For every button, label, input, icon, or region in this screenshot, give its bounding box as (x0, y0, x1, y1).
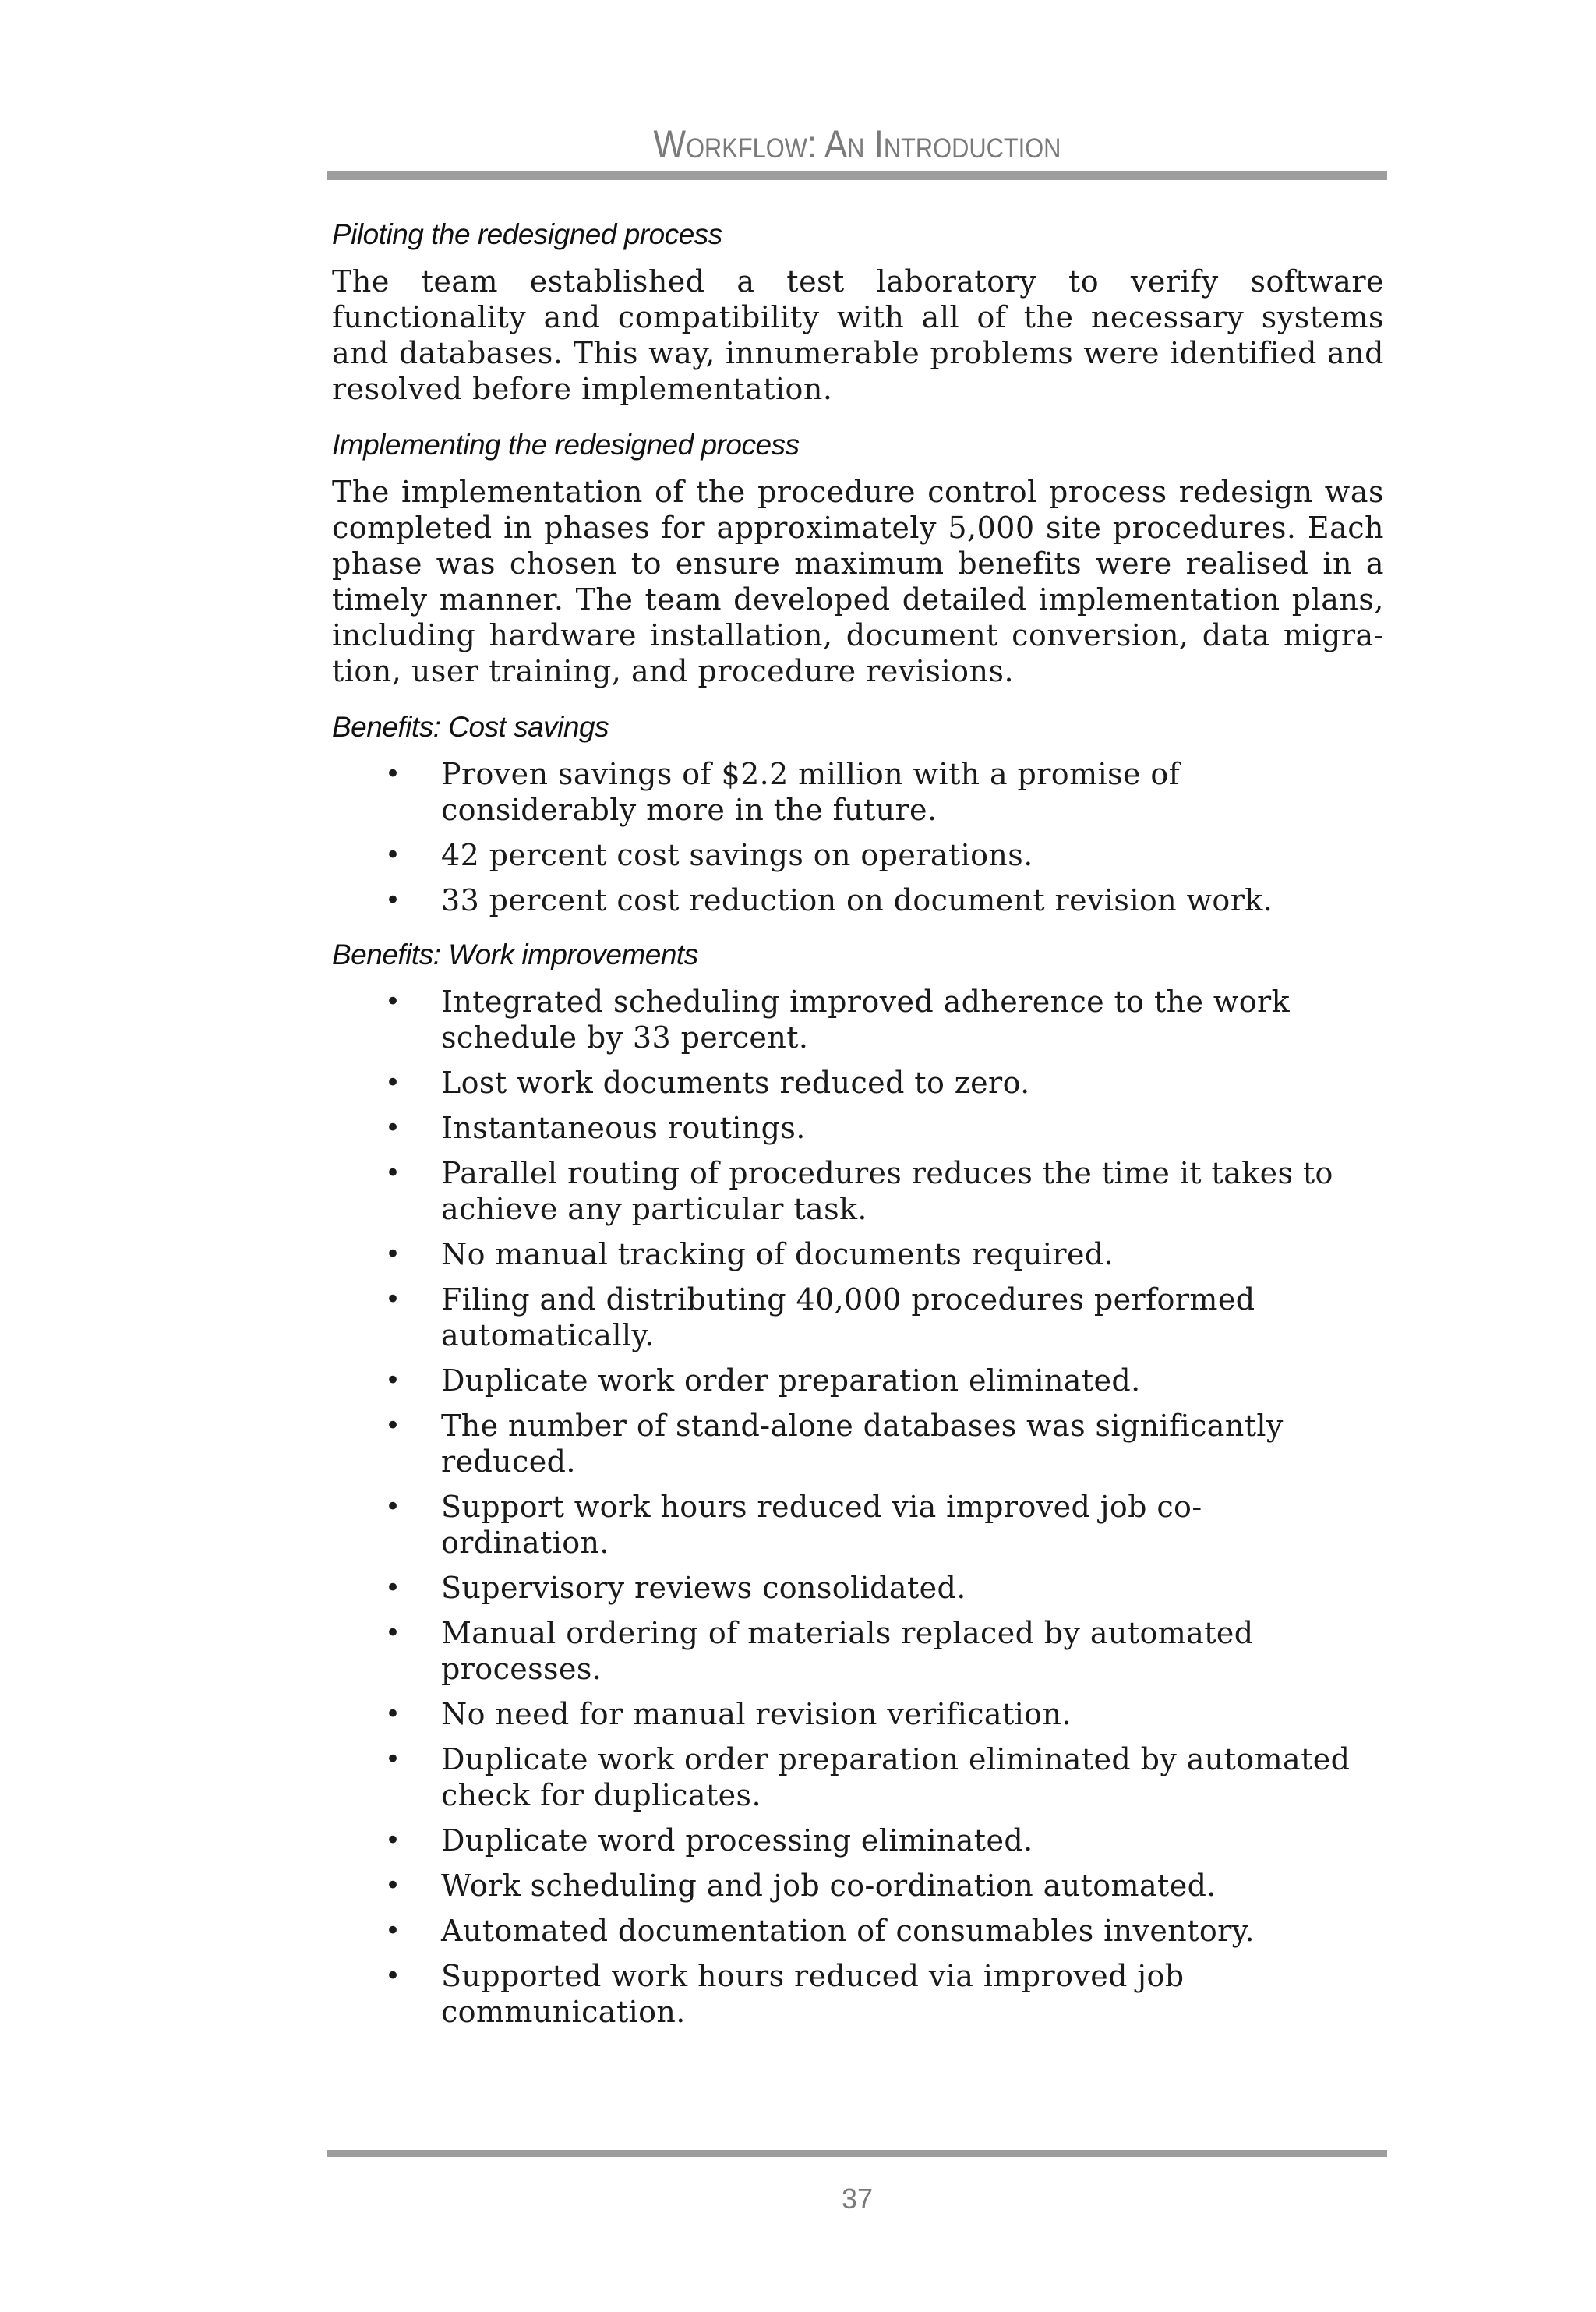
bullet-icon: • (385, 986, 401, 1017)
list-item-text: No manual tracking of documents required. (441, 1237, 1114, 1271)
list-item-text: Integrated scheduling improved adherence to the work schedule by 33 percent. (441, 985, 1291, 1055)
footer-rule (327, 2150, 1387, 2157)
list-item (332, 1408, 1353, 1479)
list-item (332, 1868, 1353, 1904)
list-item-text: Filing and distributing 40,000 procedures performed automatically. (441, 1282, 1255, 1352)
list-item (332, 1570, 1353, 1606)
bullet-icon: • (385, 885, 401, 916)
list-item-text: Lost work documents reduced to zero. (441, 1066, 1030, 1100)
list-item (332, 1822, 1353, 1858)
list-item (332, 1958, 1353, 2030)
running-header: Workflow: An Introduction (653, 122, 1061, 166)
list-item (332, 1281, 1353, 1353)
bullet-icon: • (385, 1410, 401, 1441)
list-item (332, 1155, 1353, 1227)
bullet-icon: • (385, 1617, 401, 1649)
bullet-icon: • (385, 1825, 401, 1856)
list-item (332, 1489, 1353, 1561)
list-item (332, 984, 1353, 1055)
section-heading-piloting: Piloting the redesigned process (332, 218, 722, 250)
bullet-icon: • (385, 1158, 401, 1189)
list-item-text: Supported work hours reduced via improved job communication. (441, 1959, 1185, 2029)
list-item-text: Supervisory reviews consolidated. (441, 1571, 966, 1605)
work-improvements-list (332, 984, 1384, 2030)
list-item-text: Work scheduling and job co-ordination automated. (441, 1868, 1216, 1903)
list-item (332, 1110, 1353, 1146)
bullet-icon: • (385, 1870, 401, 1901)
list-item-text: Automated documentation of consumables inventory. (441, 1914, 1255, 1948)
bullet-icon: • (385, 1699, 401, 1730)
list-item (332, 1913, 1353, 1949)
list-item-text: 42 percent cost savings on operations. (441, 838, 1033, 872)
bullet-icon: • (385, 1915, 401, 1946)
list-item-text: Manual ordering of materials replaced by automated processes. (441, 1616, 1254, 1686)
list-item (332, 1236, 1353, 1272)
list-item (332, 837, 1353, 873)
list-item-text: Parallel routing of procedures reduces the time it takes to achieve any particular task. (441, 1156, 1333, 1226)
page-body (332, 215, 1384, 2047)
bullet-icon: • (385, 758, 401, 790)
list-item-text: The number of stand-alone databases was significantly reduced. (441, 1409, 1284, 1479)
list-item-text: No need for manual revision verification. (441, 1697, 1072, 1731)
bullet-icon: • (385, 1112, 401, 1144)
list-item (332, 1615, 1353, 1687)
bullet-icon: • (385, 1067, 401, 1098)
section-heading-implementing: Implementing the redesigned process (332, 429, 800, 461)
header-rule (327, 171, 1387, 180)
list-item (332, 882, 1353, 918)
list-item-text: Proven savings of $2.2 million with a promise of considerably more in the future. (441, 757, 1181, 827)
list-item (332, 1696, 1353, 1732)
bullet-icon: • (385, 1744, 401, 1775)
bullet-icon: • (385, 840, 401, 871)
list-item-text: Duplicate work order preparation eliminated. (441, 1363, 1141, 1398)
bullet-icon: • (385, 1239, 401, 1270)
bullet-icon: • (385, 1491, 401, 1522)
paragraph-piloting: The team established a test laboratory to verify software functionality and compatibility with all of the necessary systems and databases. This way, innumerable problems were identified and resolved before implementation. (332, 264, 1384, 406)
bullet-icon: • (385, 1365, 401, 1396)
cost-savings-list (332, 756, 1384, 918)
paragraph-implementing: The implementation of the procedure control process redesign was completed in phases for approximately 5,000 site procedures. Each phase was chosen to ensure maximum benefits were realised in a timely manner. The team developed detailed implementation plans, including hardware installation, document conversion, data migra-tion, user training, and procedure revisions. (332, 475, 1384, 688)
list-item (332, 1741, 1353, 1813)
section-heading-cost-savings: Benefits: Cost savings (332, 711, 609, 743)
list-item-text: Instantaneous routings. (441, 1111, 806, 1145)
list-item-text: Support work hours reduced via improved job co-ordination. (441, 1490, 1202, 1560)
list-item (332, 1065, 1353, 1101)
list-item-text: Duplicate work order preparation eliminated by automated check for duplicates. (441, 1742, 1351, 1812)
bullet-icon: • (385, 1284, 401, 1315)
list-item (332, 756, 1353, 828)
list-item-text: 33 percent cost reduction on document revision work. (441, 883, 1273, 917)
list-item-text: Duplicate word processing eliminated. (441, 1823, 1033, 1858)
page-number: 37 (841, 2183, 874, 2215)
bullet-icon: • (385, 1572, 401, 1603)
section-heading-work-improvements: Benefits: Work improvements (332, 939, 698, 970)
bullet-icon: • (385, 1960, 401, 1992)
list-item (332, 1363, 1353, 1398)
